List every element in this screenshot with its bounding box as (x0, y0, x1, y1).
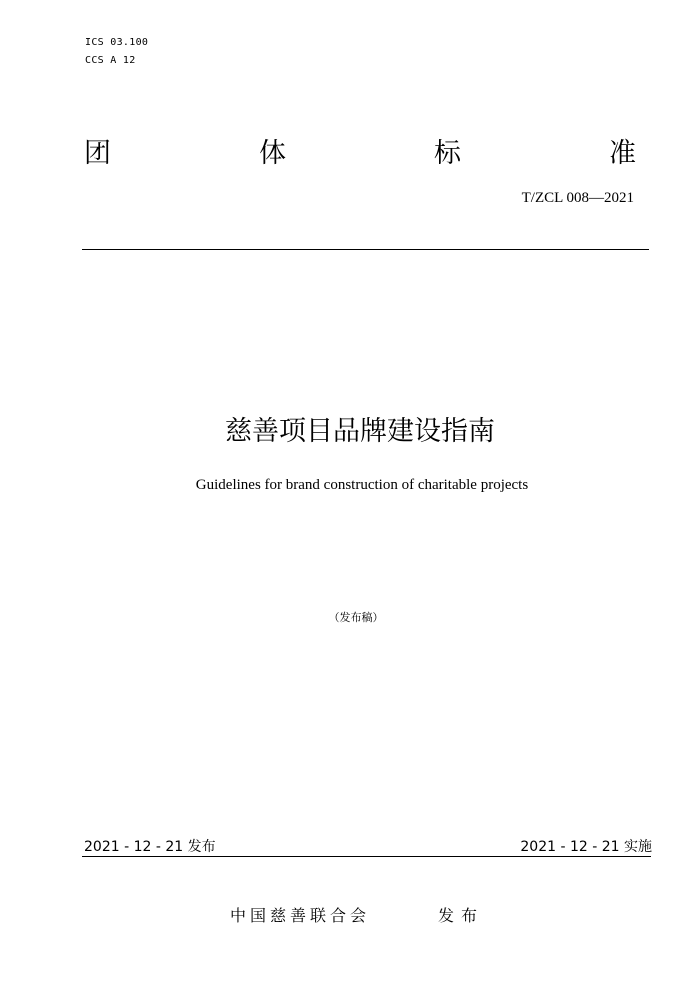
header-divider (82, 249, 649, 250)
implementation-date: 2021 - 12 - 21 实施 (520, 839, 652, 855)
standard-type-char-1: 团 (84, 138, 111, 169)
issue-date: 2021 - 12 - 21 发布 (84, 839, 216, 855)
standard-type-char-2: 体 (259, 138, 286, 169)
footer-divider (82, 856, 651, 857)
ics-code: ICS 03.100 (85, 37, 149, 48)
publish-label: 发布 (438, 906, 485, 925)
standard-type-char-3: 标 (434, 138, 461, 169)
document-title-chinese: 慈善项目品牌建设指南 (225, 416, 495, 447)
issuing-organization: 中国慈善联合会 (230, 906, 371, 925)
standard-code: T/ZCL 008—2021 (521, 190, 634, 206)
draft-status: （发布稿） (328, 612, 384, 624)
standard-type-char-4: 准 (609, 138, 636, 169)
ccs-code: CCS A 12 (85, 55, 136, 66)
document-title-english: Guidelines for brand construction of charitable projects (195, 477, 529, 493)
